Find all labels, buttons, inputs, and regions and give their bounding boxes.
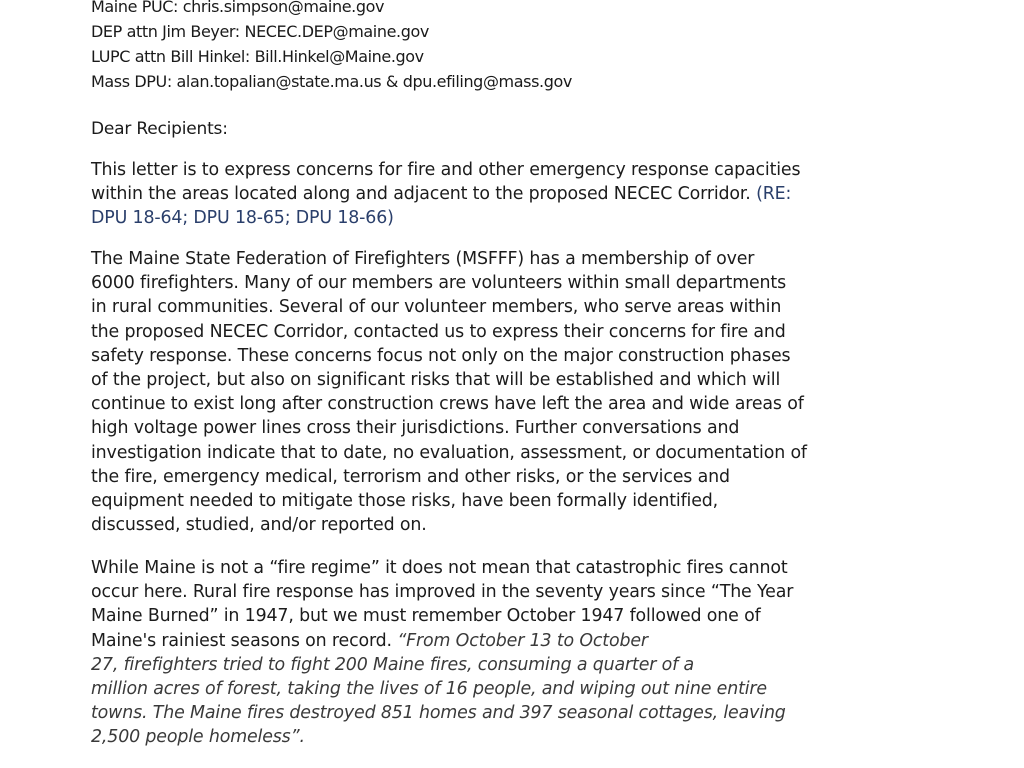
recipient-line xyxy=(91,44,951,69)
recipient-line xyxy=(91,69,951,94)
quote-text: “From October 13 to October xyxy=(397,630,648,651)
paragraph-intro xyxy=(91,158,951,231)
recipient-email[interactable]: NECEC.DEP@maine.gov xyxy=(244,22,429,41)
text-line: of the project, but also on significant risks that will be established and which will xyxy=(91,370,781,391)
text-line: While Maine is not a “fire regime” it does not mean that catastrophic fires cannot xyxy=(91,558,788,578)
recipient-label: Maine PUC: xyxy=(91,0,179,16)
text-line: 6000 firefighters. Many of our members are volunteers within small departments xyxy=(91,273,786,294)
recipient-label: DEP attn Jim Beyer: xyxy=(91,22,240,41)
text-line: high voltage power lines cross their jurisdictions. Further conversations and xyxy=(91,418,740,439)
paragraph-fire-history xyxy=(91,556,951,750)
docket-reference: (RE: xyxy=(756,184,792,205)
text-line: The Maine State Federation of Firefighters (MSFFF) has a membership of over xyxy=(91,249,755,269)
recipient-email[interactable]: chris.simpson@maine.gov xyxy=(182,0,385,16)
recipient-email[interactable]: alan.topalian@state.ma.us & dpu.efiling@mass.gov xyxy=(176,72,572,91)
text-line: the proposed NECEC Corridor, contacted us to express their concerns for fire and xyxy=(91,321,786,342)
recipient-line xyxy=(91,0,951,19)
quote-line: 27, firefighters tried to fight 200 Maine fires, consuming a quarter of a xyxy=(91,654,694,675)
text-line: This letter is to express concerns for fire and other emergency response capacities xyxy=(91,160,801,180)
recipient-label: LUPC attn Bill Hinkel: xyxy=(91,47,255,66)
text-line xyxy=(91,629,951,653)
text-line: investigation indicate that to date, no evaluation, assessment, or documentation of xyxy=(91,442,807,463)
recipient-line xyxy=(91,19,951,44)
text-line: the fire, emergency medical, terrorism and other risks, or the services and xyxy=(91,466,730,487)
text-line: occur here. Rural fire response has improved in the seventy years since “The Year xyxy=(91,582,794,603)
quote-line: million acres of forest, taking the lives of 16 people, and wiping out nine entire xyxy=(91,679,767,700)
text-line: safety response. These concerns focus not only on the major construction phases xyxy=(91,345,791,366)
text-line: equipment needed to mitigate those risks, have been formally identified, xyxy=(91,491,719,512)
recipient-list xyxy=(91,0,951,94)
docket-reference: DPU 18-64; DPU 18-65; DPU 18-66) xyxy=(91,208,394,229)
paragraph-membership xyxy=(91,247,951,537)
text-line xyxy=(91,182,951,206)
salutation: Dear Recipients: xyxy=(91,119,228,139)
recipient-email[interactable]: Bill.Hinkel@Maine.gov xyxy=(254,47,424,66)
text-segment: within the areas located along and adjacent to the proposed NECEC Corridor. xyxy=(91,184,757,205)
text-line: in rural communities. Several of our volunteer members, who serve areas within xyxy=(91,297,782,318)
text-line: Maine Burned” in 1947, but we must remember October 1947 followed one of xyxy=(91,606,761,627)
quote-line: towns. The Maine fires destroyed 851 homes and 397 seasonal cottages, leaving xyxy=(91,703,786,724)
text-segment: Maine's rainiest seasons on record. xyxy=(91,630,398,651)
quote-line: 2,500 people homeless”. xyxy=(91,727,305,748)
text-line: continue to exist long after construction crews have left the area and wide areas of xyxy=(91,394,804,415)
text-line: discussed, studied, and/or reported on. xyxy=(91,515,427,536)
recipient-label: Mass DPU: xyxy=(91,72,172,91)
